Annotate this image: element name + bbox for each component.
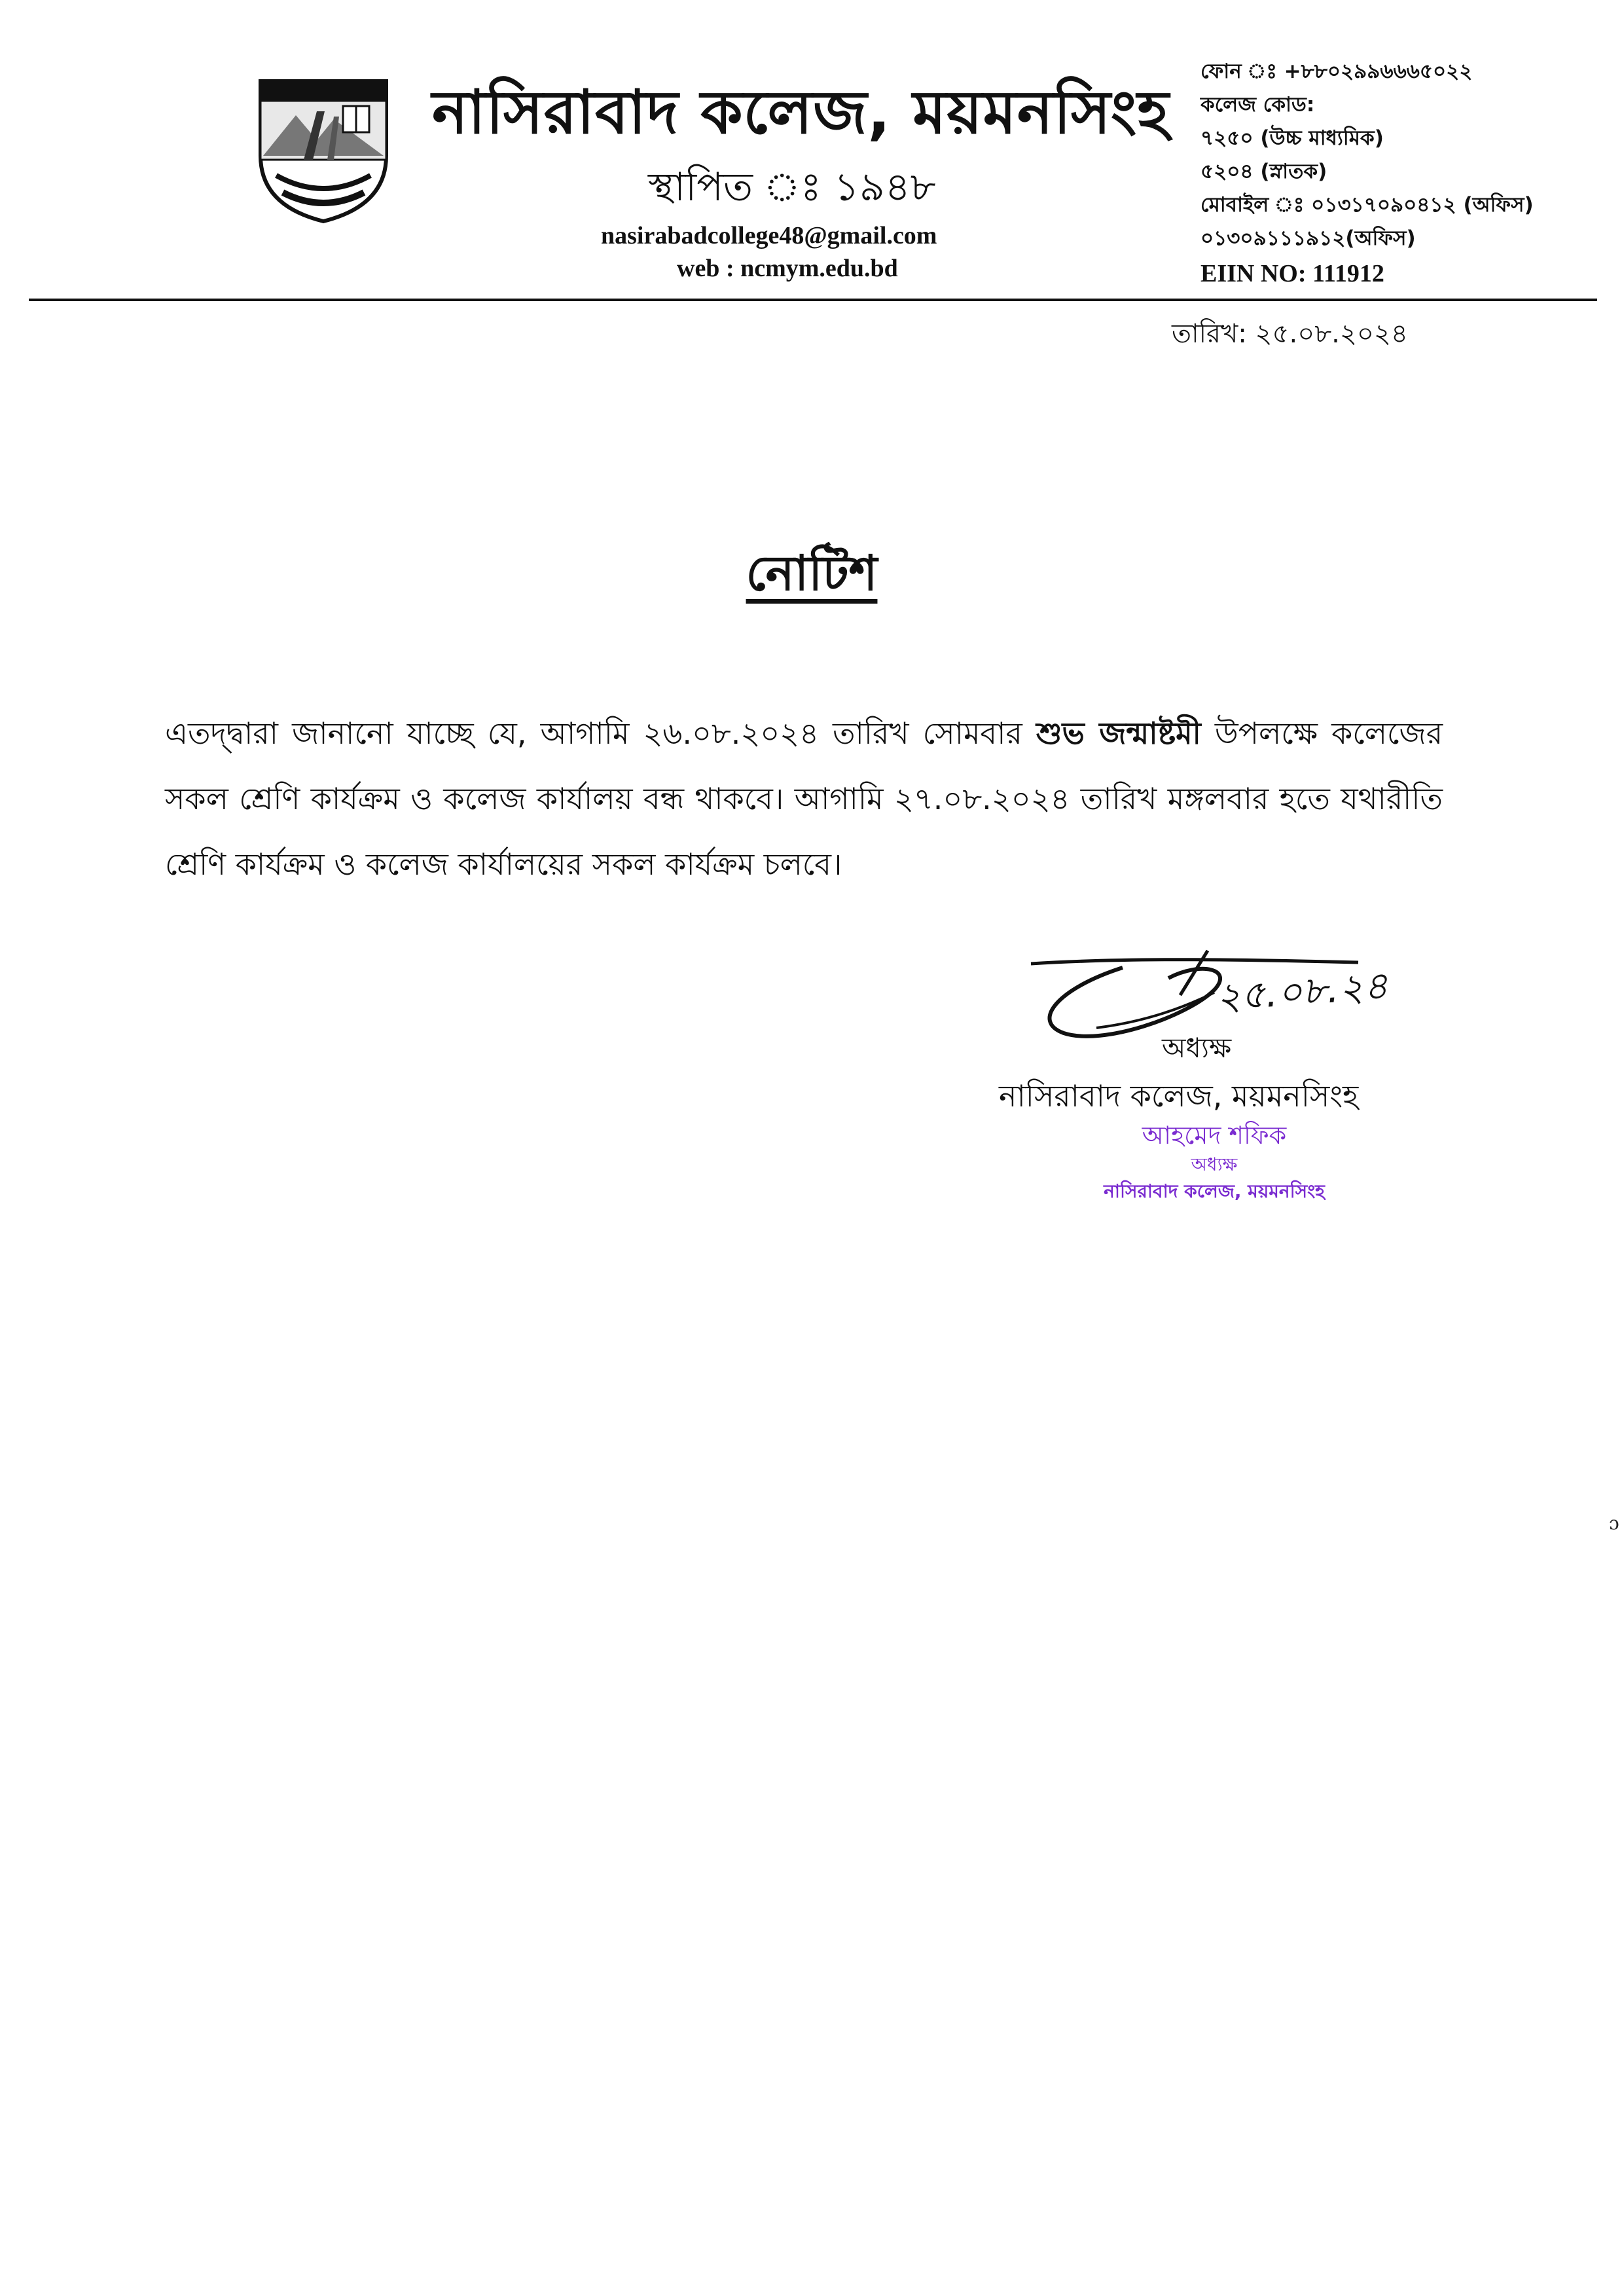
eiin-number: EIIN NO: 111912 xyxy=(1200,260,1384,287)
college-logo xyxy=(257,77,390,224)
signatory-college: নাসিরাবাদ কলেজ, ময়মনসিংহ xyxy=(999,1078,1359,1114)
college-code-hsc: ৭২৫০ (উচ্চ মাধ্যমিক) xyxy=(1200,126,1384,150)
college-code-degree: ৫২০৪ (স্নাতক) xyxy=(1200,160,1327,183)
notice-body xyxy=(165,701,1443,897)
contact-phone: ফোন ঃ +৮৮০২৯৯৬৬৬৫০২২ xyxy=(1200,60,1473,83)
scan-mark: ɔ xyxy=(1609,1512,1619,1534)
college-name: নাসিরাবাদ কলেজ, ময়মনসিংহ xyxy=(432,77,1170,147)
signature-date: ২৫.০৮.২৪ xyxy=(1214,962,1390,1020)
notice-body-highlight: শুভ জন্মাষ্টমী xyxy=(1036,716,1201,751)
notice-body-part-2: উপলক্ষে কলেজের সকল শ্রেণি কার্যক্রম ও কলেজ কার্যালয় বন্ধ থাকবে। আগামি ২৭.০৮.২০২৪ তারিখ মঙ্গলবার হতে যথারীতি শ্রেণি কার্যক্রম ও কলেজ কার্যালয়ের সকল কার্যক্রম চলবে। xyxy=(165,716,1443,882)
notice-date: তারিখ: ২৫.০৮.২০২৪ xyxy=(1172,319,1408,349)
established-year: স্থাপিত ঃ ১৯৪৮ xyxy=(648,164,936,210)
notice-body-part-1: এতদ্দ্বারা জানানো যাচ্ছে যে, আগামি ২৬.০৮.২০২৪ তারিখ সোমবার xyxy=(165,716,1036,751)
contact-block xyxy=(1200,55,1567,292)
college-email: nasirabadcollege48@gmail.com xyxy=(601,222,937,249)
signatory-title: অধ্যক্ষ xyxy=(1162,1032,1232,1064)
principal-stamp xyxy=(1083,1118,1345,1206)
college-code-label: কলেজ কোড: xyxy=(1200,93,1315,117)
college-website: web : ncmym.edu.bd xyxy=(677,255,898,282)
stamp-title: অধ্যক্ষ xyxy=(1191,1154,1238,1175)
header-divider xyxy=(29,299,1597,301)
contact-mobile-1: মোবাইল ঃ ০১৩১৭০৯০৪১২ (অফিস) xyxy=(1200,193,1534,217)
stamp-college: নাসিরাবাদ কলেজ, ময়মনসিংহ xyxy=(1104,1180,1325,1202)
contact-mobile-2: ০১৩০৯১১১৯১২(অফিস) xyxy=(1200,227,1416,250)
stamp-name: আহমেদ শফিক xyxy=(1142,1121,1287,1150)
notice-heading: নোটিশ xyxy=(746,545,878,602)
